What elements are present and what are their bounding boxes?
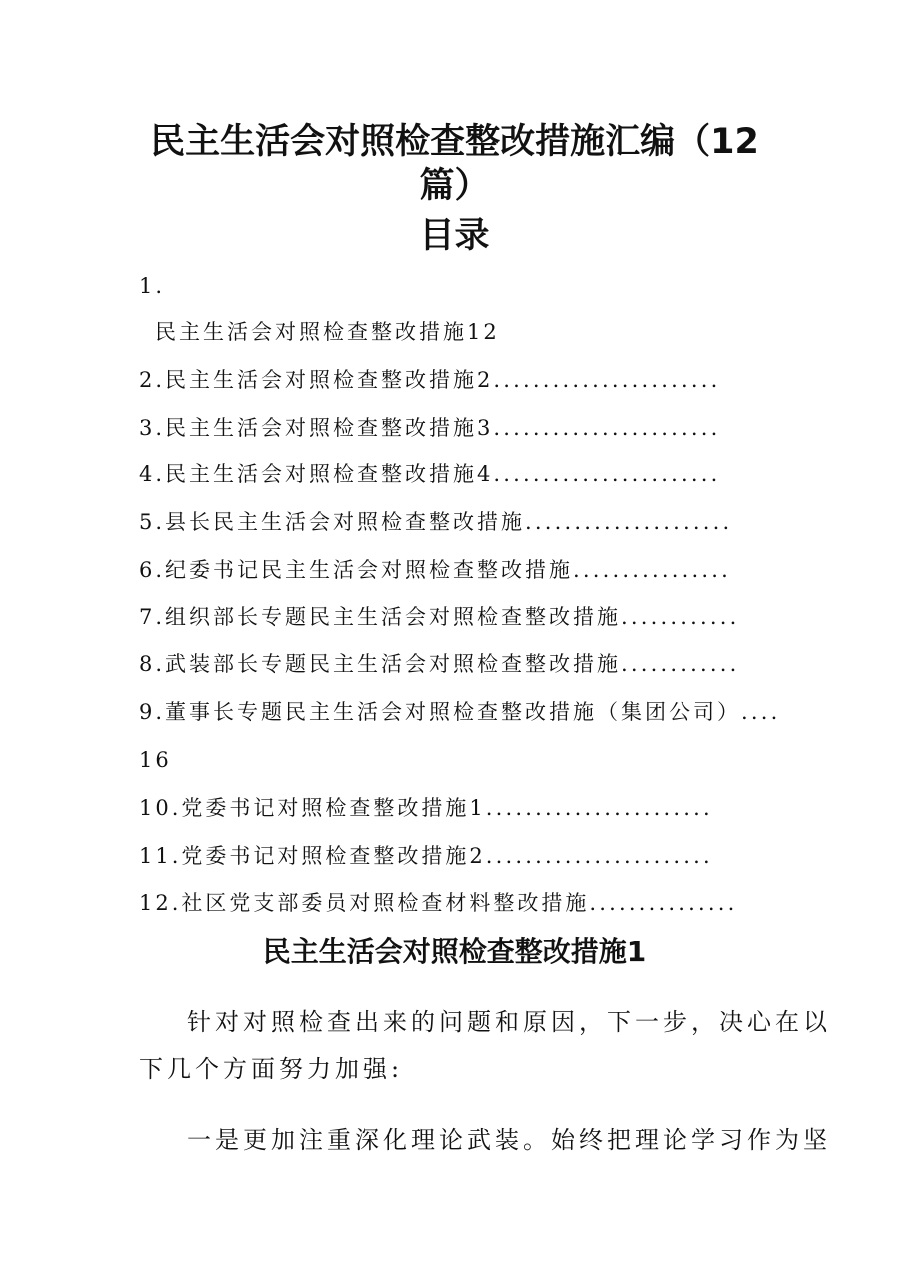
toc-entry [139,556,731,584]
toc-entry-text: 6.纪委书记民主生活会对照检查整改措施 [139,558,574,582]
toc-entry [139,460,721,488]
toc-entry-text: 4.民主生活会对照检查整改措施4 [139,462,494,486]
toc-entry-text: 11.党委书记对照检查整改措施2 [139,844,486,868]
toc-entry-leader: .... [741,700,781,724]
toc-entry-leader: ....................... [493,368,721,392]
toc-entry-text: 3.民主生活会对照检查整改措施3 [139,416,494,440]
toc-entry-leader: ....................... [493,416,721,440]
document-title-line-1: 民主生活会对照检查整改措施汇编（12 [150,122,759,162]
toc-entry [139,842,713,870]
toc-entry-leader: ....................... [493,462,721,486]
toc-entry-leader: ....................... [485,796,713,820]
document-title-line-2: 篇） [419,166,490,206]
toc-entry [139,889,738,917]
toc-entry-text: 5.县长民主生活会对照检查整改措施 [139,510,526,534]
toc-entry-leader: ................ [573,558,732,582]
toc-entry-text: 9.董事长专题民主生活会对照检查整改措施（集团公司） [139,700,742,724]
toc-entry [139,698,781,726]
toc-entry-text: 1. [139,274,166,298]
toc-entry-leader: ............ [621,652,740,676]
toc-entry-text: 10.党委书记对照检查整改措施1 [139,796,486,820]
paragraph-line: 针对对照检查出来的问题和原因，下一步，决心在以 [187,1008,831,1036]
paragraph-line: 下几个方面努力加强: [139,1055,404,1083]
toc-entry [139,414,721,442]
toc-entry [139,650,740,678]
toc-entry-text: 16 [139,748,172,772]
toc-entry-text: 2.民主生活会对照检查整改措施2 [139,368,494,392]
toc-entry [155,318,500,346]
toc-entry [139,366,721,394]
toc-heading: 目录 [419,216,490,256]
toc-entry [139,508,732,536]
toc-entry-leader: ............ [621,605,740,629]
toc-entry [139,746,172,774]
toc-entry-leader: ..................... [525,510,733,534]
toc-entry-leader: ............... [589,891,738,915]
toc-entry-leader: ....................... [485,844,713,868]
section-title: 民主生活会对照检查整改措施1 [262,935,647,968]
toc-entry [139,603,740,631]
paragraph-line: 一是更加注重深化理论武装。始终把理论学习作为坚 [187,1126,831,1154]
toc-entry-text: 12.社区党支部委员对照检查材料整改措施 [139,891,590,915]
toc-entry-text: 民主生活会对照检查整改措施12 [155,320,500,344]
toc-entry-text: 8.武装部长专题民主生活会对照检查整改措施 [139,652,622,676]
toc-entry-text: 7.组织部长专题民主生活会对照检查整改措施 [139,605,622,629]
toc-entry [139,272,165,300]
toc-entry [139,794,713,822]
